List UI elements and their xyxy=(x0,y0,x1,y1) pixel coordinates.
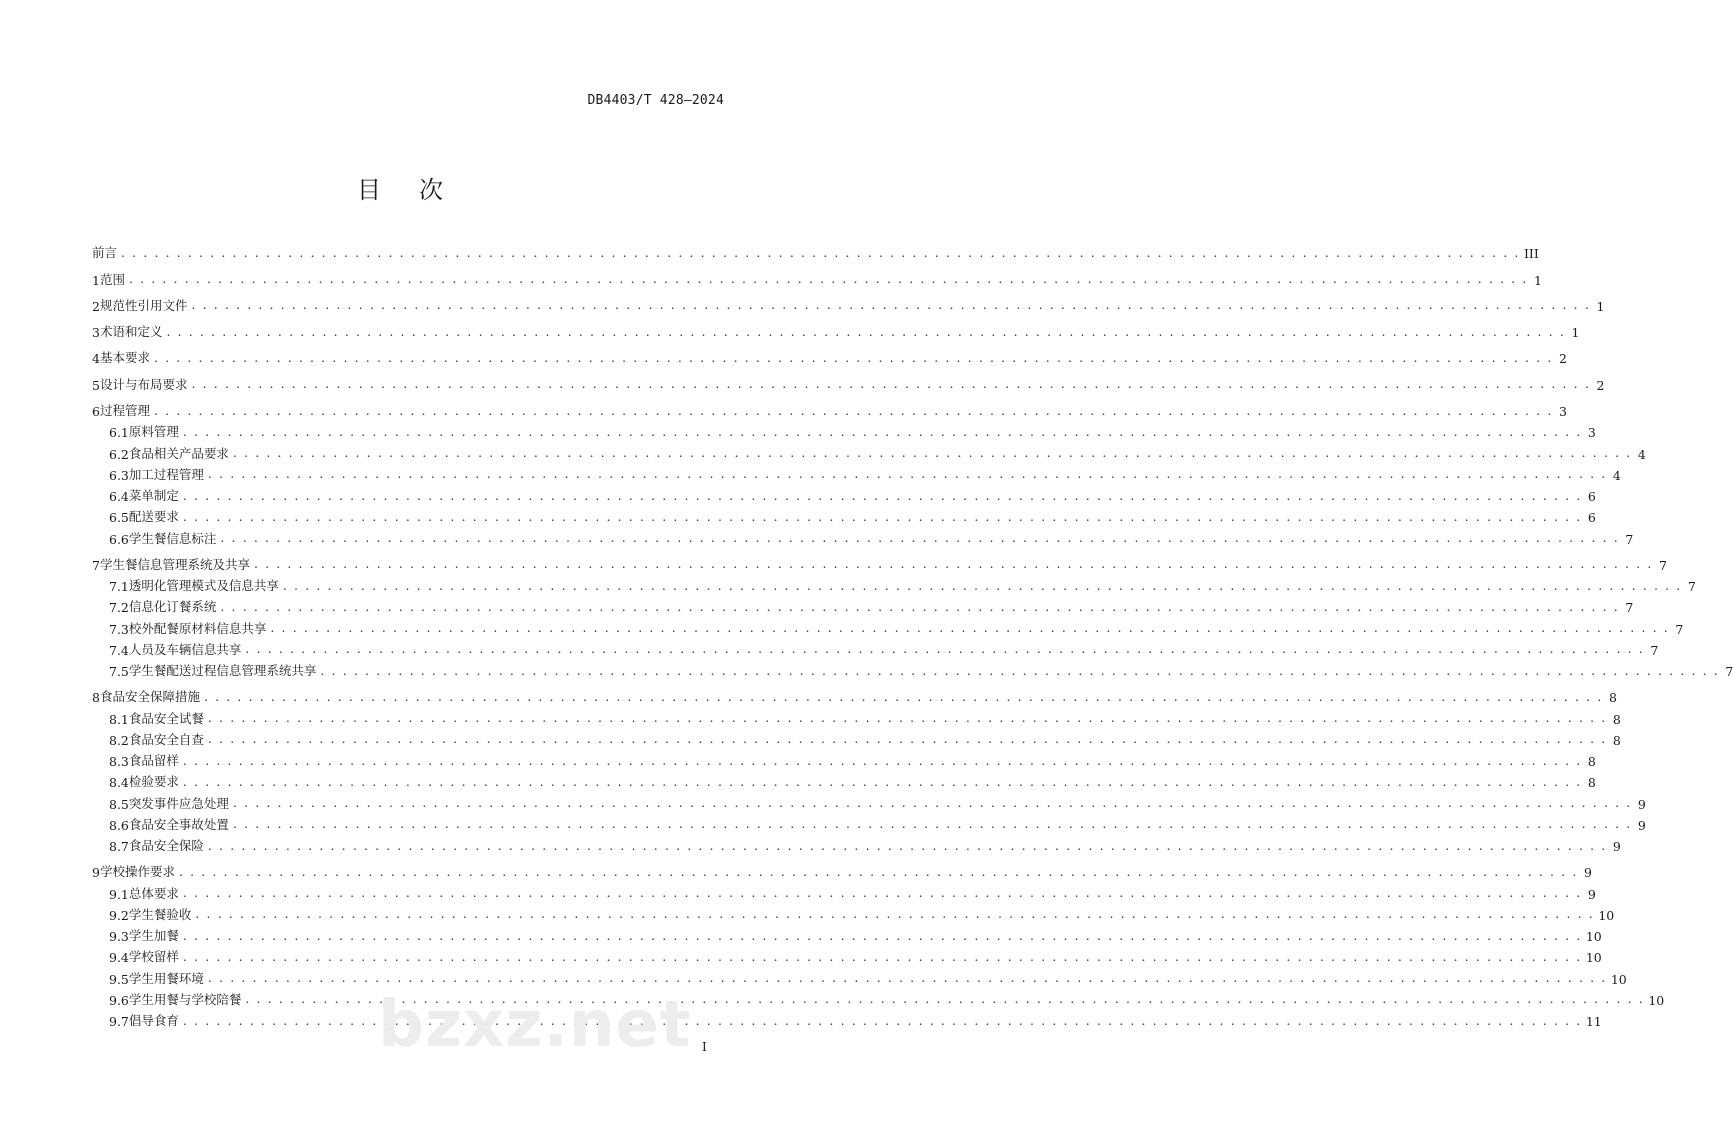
toc-entry-number: 7.3 xyxy=(109,621,129,637)
toc-entry-number: 8 xyxy=(92,690,100,706)
toc-leader-dots: . . . . . . . . . . . . . . . . . . . . . . . . . . . . . . . . . . . . . . . . . . . . . . . . . . . . . . . . . . . . . . . . . . . . . . . . . . . . . . . . . . . . . . . . . . . . . . . . . . . . . . . . . . . . . . . . . . . . . . . . . . . . . . xyxy=(207,837,1607,853)
toc-entry-page: 9 xyxy=(1637,796,1646,812)
toc-leader-dots: . . . . . . . . . . . . . . . . . . . . . . . . . . . . . . . . . . . . . . . . . . . . . . . . . . . . . . . . . . . . . . . . . . . . . . . . . . . . . . . . . . . . . . . . . . . . . . . . . . . . . . . . . . . . . . . . . . . . . . . . . . . . . . xyxy=(182,927,1582,943)
toc-entry-label: 突发事件应急处理 xyxy=(128,795,229,811)
toc-leader-dots: . . . . . . . . . . . . . . . . . . . . . . . . . . . . . . . . . . . . . . . . . . . . . . . . . . . . . . . . . . . . . . . . . . . . . . . . . . . . . . . . . . . . . . . . . . . . . . . . . . . . . . . . . . . . . . . . . . . . . . . . . . . . . . xyxy=(191,376,1591,392)
toc-leader-dots: . . . . . . . . . . . . . . . . . . . . . . . . . . . . . . . . . . . . . . . . . . . . . . . . . . . . . . . . . . . . . . . . . . . . . . . . . . . . . . . . . . . . . . . . . . . . . . . . . . . . . . . . . . . . . . . . . . . . . . . . . . . . . . xyxy=(182,1012,1582,1028)
toc-leader-dots: . . . . . . . . . . . . . . . . . . . . . . . . . . . . . . . . . . . . . . . . . . . . . . . . . . . . . . . . . . . . . . . . . . . . . . . . . . . . . . . . . . . . . . . . . . . . . . . . . . . . . . . . . . . . . . . . . . . . . . . . . . . . . . xyxy=(207,731,1607,747)
toc-entry-label: 总体要求 xyxy=(128,885,179,901)
toc-entry[interactable] xyxy=(92,594,1634,616)
toc-leader-dots: . . . . . . . . . . . . . . . . . . . . . . . . . . . . . . . . . . . . . . . . . . . . . . . . . . . . . . . . . . . . . . . . . . . . . . . . . . . . . . . . . . . . . . . . . . . . . . . . . . . . . . . . . . . . . . . . . . . . . . . . . . . . . . xyxy=(253,556,1653,572)
toc-entry[interactable] xyxy=(92,679,1617,706)
toc-entry-page: 8 xyxy=(1587,775,1596,791)
toc-entry-label: 学生用餐与学校陪餐 xyxy=(128,991,242,1007)
toc-leader-dots: . . . . . . . . . . . . . . . . . . . . . . . . . . . . . . . . . . . . . . . . . . . . . . . . . . . . . . . . . . . . . . . . . . . . . . . . . . . . . . . . . . . . . . . . . . . . . . . . . . . . . . . . . . . . . . . . . . . . . . . . . . . . . . xyxy=(220,598,1620,614)
toc-entry-page: 8 xyxy=(1608,690,1617,706)
toc-entry-number: 6.2 xyxy=(109,446,129,462)
toc-entry-label: 学生餐验收 xyxy=(128,906,192,922)
toc-entry-page: 6 xyxy=(1587,489,1596,505)
toc-leader-dots: . . . . . . . . . . . . . . . . . . . . . . . . . . . . . . . . . . . . . . . . . . . . . . . . . . . . . . . . . . . . . . . . . . . . . . . . . . . . . . . . . . . . . . . . . . . . . . . . . . . . . . . . . . . . . . . . . . . . . . . . . . . . . . xyxy=(232,816,1632,832)
toc-entry-number: 7 xyxy=(92,557,100,573)
toc-entry-number: 6.3 xyxy=(109,467,129,483)
toc-entry-page: 7 xyxy=(1650,642,1659,658)
toc-entry-label: 菜单制定 xyxy=(128,488,179,504)
toc-entry-number: 7.4 xyxy=(109,642,129,658)
toc-entry[interactable] xyxy=(92,504,1596,526)
toc-entry-page: 9 xyxy=(1612,839,1621,855)
toc-entry-label: 学生餐信息标注 xyxy=(128,530,217,546)
toc-entry[interactable] xyxy=(92,637,1659,658)
toc-entry-page: III xyxy=(1523,246,1539,262)
toc-entry[interactable] xyxy=(92,923,1602,945)
toc-entry-page: 4 xyxy=(1612,467,1621,483)
toc-leader-dots: . . . . . . . . . . . . . . . . . . . . . . . . . . . . . . . . . . . . . . . . . . . . . . . . . . . . . . . . . . . . . . . . . . . . . . . . . . . . . . . . . . . . . . . . . . . . . . . . . . . . . . . . . . . . . . . . . . . . . . . . . . . . . . xyxy=(182,508,1582,524)
toc-entry-label: 设计与布局要求 xyxy=(99,376,188,392)
toc-entry-number: 8.5 xyxy=(109,796,129,812)
toc-entry[interactable] xyxy=(92,547,1667,573)
toc-leader-dots: . . . . . . . . . . . . . . . . . . . . . . . . . . . . . . . . . . . . . . . . . . . . . . . . . . . . . . . . . . . . . . . . . . . . . . . . . . . . . . . . . . . . . . . . . . . . . . . . . . . . . . . . . . . . . . . . . . . . . . . . . . . . . . xyxy=(207,466,1607,482)
toc-entry[interactable] xyxy=(92,340,1567,367)
toc-leader-dots: . . . . . . . . . . . . . . . . . . . . . . . . . . . . . . . . . . . . . . . . . . . . . . . . . . . . . . . . . . . . . . . . . . . . . . . . . . . . . . . . . . . . . . . . . . . . . . . . . . . . . . . . . . . . . . . . . . . . . . . . . . . . . . xyxy=(182,773,1582,789)
toc-entry-number: 8.2 xyxy=(109,732,129,748)
toc-leader-dots: . . . . . . . . . . . . . . . . . . . . . . . . . . . . . . . . . . . . . . . . . . . . . . . . . . . . . . . . . . . . . . . . . . . . . . . . . . . . . . . . . . . . . . . . . . . . . . . . . . . . . . . . . . . . . . . . . . . . . . . . . . . . . . xyxy=(153,402,1553,418)
toc-leader-dots: . . . . . . . . . . . . . . . . . . . . . . . . . . . . . . . . . . . . . . . . . . . . . . . . . . . . . . . . . . . . . . . . . . . . . . . . . . . . . . . . . . . . . . . . . . . . . . . . . . . . . . . . . . . . . . . . . . . . . . . . . . . . . . xyxy=(166,323,1566,339)
toc-entry-page: 9 xyxy=(1637,817,1646,833)
toc-entry-number: 9.7 xyxy=(109,1014,129,1030)
toc-entry-label: 食品安全试餐 xyxy=(128,710,204,726)
toc-entry-number: 3 xyxy=(92,325,100,341)
toc-entry-label: 食品安全保障措施 xyxy=(99,689,200,705)
toc-leader-dots: . . . . . . . . . . . . . . . . . . . . . . . . . . . . . . . . . . . . . . . . . . . . . . . . . . . . . . . . . . . . . . . . . . . . . . . . . . . . . . . . . . . . . . . . . . . . . . . . . . . . . . . . . . . . . . . . . . . . . . . . . . . . . . xyxy=(232,445,1632,461)
toc-entry-page: 10 xyxy=(1648,992,1665,1008)
toc-entry-number: 9.2 xyxy=(109,907,129,923)
toc-entry-page: 3 xyxy=(1558,404,1567,420)
toc-entry-page: 4 xyxy=(1637,446,1646,462)
toc-entry[interactable] xyxy=(92,615,1684,637)
toc-entry-number: 9.4 xyxy=(109,950,129,966)
toc-entry-page: 7 xyxy=(1687,579,1696,595)
toc-entry-page: 2 xyxy=(1596,377,1605,393)
toc-entry-number: 6.6 xyxy=(109,531,129,547)
toc-leader-dots: . . . . . . . . . . . . . . . . . . . . . . . . . . . . . . . . . . . . . . . . . . . . . . . . . . . . . . . . . . . . . . . . . . . . . . . . . . . . . . . . . . . . . . . . . . . . . . . . . . . . . . . . . . . . . . . . . . . . . . . . . . . . . . xyxy=(191,297,1591,313)
toc-entry-page: 9 xyxy=(1587,886,1596,902)
toc-entry-number: 8.7 xyxy=(109,839,129,855)
toc-entry-label: 检验要求 xyxy=(128,774,179,790)
toc-entry-page: 8 xyxy=(1612,711,1621,727)
toc-entry-label: 学生餐信息管理系统及共享 xyxy=(99,556,250,572)
toc-entry[interactable] xyxy=(92,393,1567,420)
toc-entry-number: 4 xyxy=(92,351,100,367)
toc-leader-dots: . . . . . . . . . . . . . . . . . . . . . . . . . . . . . . . . . . . . . . . . . . . . . . . . . . . . . . . . . . . . . . . . . . . . . . . . . . . . . . . . . . . . . . . . . . . . . . . . . . . . . . . . . . . . . . . . . . . . . . . . . . . . . . xyxy=(128,271,1528,287)
toc-entry-page: 2 xyxy=(1558,351,1567,367)
toc-entry-label: 学生加餐 xyxy=(128,928,179,944)
toc-leader-dots: . . . . . . . . . . . . . . . . . . . . . . . . . . . . . . . . . . . . . . . . . . . . . . . . . . . . . . . . . . . . . . . . . . . . . . . . . . . . . . . . . . . . . . . . . . . . . . . . . . . . . . . . . . . . . . . . . . . . . . . . . . . . . . xyxy=(182,752,1582,768)
toc-entry-label: 原料管理 xyxy=(128,424,179,440)
toc-entry-page: 1 xyxy=(1533,272,1542,288)
toc-entry-number: 8.4 xyxy=(109,775,129,791)
toc-entry-number: 9.6 xyxy=(109,992,129,1008)
toc-entry-page: 8 xyxy=(1587,754,1596,770)
toc-entry-label: 食品安全事故处置 xyxy=(128,816,229,832)
toc-entry-number: 6 xyxy=(92,404,100,420)
toc-leader-dots: . . . . . . . . . . . . . . . . . . . . . . . . . . . . . . . . . . . . . . . . . . . . . . . . . . . . . . . . . . . . . . . . . . . . . . . . . . . . . . . . . . . . . . . . . . . . . . . . . . . . . . . . . . . . . . . . . . . . . . . . . . . . . . xyxy=(282,577,1682,593)
footer-page-number: I xyxy=(702,1040,707,1054)
watermark: bzxz.net xyxy=(378,988,692,1062)
toc-entry-label: 范围 xyxy=(99,271,125,287)
toc-entry-label: 食品相关产品要求 xyxy=(128,445,229,461)
toc-leader-dots: . . . . . . . . . . . . . . . . . . . . . . . . . . . . . . . . . . . . . . . . . . . . . . . . . . . . . . . . . . . . . . . . . . . . . . . . . . . . . . . . . . . . . . . . . . . . . . . . . . . . . . . . . . . . . . . . . . . . . . . . . . . . . . xyxy=(207,970,1607,986)
toc-entry[interactable] xyxy=(92,483,1596,505)
toc-entry-label: 人员及车辆信息共享 xyxy=(128,641,242,657)
toc-entry[interactable] xyxy=(92,880,1596,902)
toc-entry-page: 10 xyxy=(1598,907,1615,923)
toc-entry-label: 术语和定义 xyxy=(99,324,163,340)
toc-entry-label: 透明化管理模式及信息共享 xyxy=(128,578,279,594)
toc-leader-dots: . . . . . . . . . . . . . . . . . . . . . . . . . . . . . . . . . . . . . . . . . . . . . . . . . . . . . . . . . . . . . . . . . . . . . . . . . . . . . . . . . . . . . . . . . . . . . . . . . . . . . . . . . . . . . . . . . . . . . . . . . . . . . . xyxy=(178,863,1578,879)
toc-entry-page: 7 xyxy=(1658,557,1667,573)
toc-entry-label: 食品留样 xyxy=(128,753,179,769)
toc-entry[interactable] xyxy=(92,573,1696,595)
toc-entry-label: 学生餐配送过程信息管理系统共享 xyxy=(128,663,317,679)
toc-leader-dots: . . . . . . . . . . . . . . . . . . . . . . . . . . . . . . . . . . . . . . . . . . . . . . . . . . . . . . . . . . . . . . . . . . . . . . . . . . . . . . . . . . . . . . . . . . . . . . . . . . . . . . . . . . . . . . . . . . . . . . . . . . . . . . xyxy=(270,620,1670,636)
toc-entry-number: 6.5 xyxy=(109,510,129,526)
toc-entry-label: 过程管理 xyxy=(99,403,150,419)
toc-entry[interactable] xyxy=(92,902,1615,923)
toc-entry-label: 学校操作要求 xyxy=(99,864,175,880)
toc-entry-page: 1 xyxy=(1596,298,1605,314)
toc-entry-page: 11 xyxy=(1585,1014,1602,1030)
document-code: DB4403/T 428—2024 xyxy=(587,93,724,108)
toc-entry-number: 7.1 xyxy=(109,579,129,595)
toc-entry[interactable] xyxy=(92,748,1596,770)
toc-leader-dots: . . . . . . . . . . . . . . . . . . . . . . . . . . . . . . . . . . . . . . . . . . . . . . . . . . . . . . . . . . . . . . . . . . . . . . . . . . . . . . . . . . . . . . . . . . . . . . . . . . . . . . . . . . . . . . . . . . . . . . . . . . . . . . xyxy=(245,991,1645,1007)
toc-entry-label: 校外配餐原材料信息共享 xyxy=(128,620,267,636)
table-of-contents xyxy=(92,235,1733,1030)
toc-leader-dots: . . . . . . . . . . . . . . . . . . . . . . . . . . . . . . . . . . . . . . . . . . . . . . . . . . . . . . . . . . . . . . . . . . . . . . . . . . . . . . . . . . . . . . . . . . . . . . . . . . . . . . . . . . . . . . . . . . . . . . . . . . . . . . xyxy=(182,423,1582,439)
toc-leader-dots: . . . . . . . . . . . . . . . . . . . . . . . . . . . . . . . . . . . . . . . . . . . . . . . . . . . . . . . . . . . . . . . . . . . . . . . . . . . . . . . . . . . . . . . . . . . . . . . . . . . . . . . . . . . . . . . . . . . . . . . . . . . . . . xyxy=(232,795,1632,811)
toc-entry-number: 1 xyxy=(92,272,100,288)
toc-entry-page: 3 xyxy=(1587,425,1596,441)
toc-entry[interactable] xyxy=(92,440,1646,462)
toc-entry-number: 9.1 xyxy=(109,886,129,902)
toc-leader-dots: . . . . . . . . . . . . . . . . . . . . . . . . . . . . . . . . . . . . . . . . . . . . . . . . . . . . . . . . . . . . . . . . . . . . . . . . . . . . . . . . . . . . . . . . . . . . . . . . . . . . . . . . . . . . . . . . . . . . . . . . . . . . . . xyxy=(182,948,1582,964)
toc-entry[interactable] xyxy=(92,705,1621,727)
toc-entry-number: 7.2 xyxy=(109,600,129,616)
toc-entry-number: 5 xyxy=(92,377,100,393)
toc-entry[interactable] xyxy=(92,944,1602,966)
toc-entry-label: 前言 xyxy=(92,245,118,261)
toc-entry[interactable] xyxy=(92,658,1733,680)
toc-leader-dots: . . . . . . . . . . . . . . . . . . . . . . . . . . . . . . . . . . . . . . . . . . . . . . . . . . . . . . . . . . . . . . . . . . . . . . . . . . . . . . . . . . . . . . . . . . . . . . . . . . . . . . . . . . . . . . . . . . . . . . . . . . . . . . xyxy=(153,349,1553,365)
toc-entry-page: 7 xyxy=(1625,531,1634,547)
toc-entry-label: 学生用餐环境 xyxy=(128,970,204,986)
toc-entry[interactable] xyxy=(92,288,1605,314)
toc-entry-label: 加工过程管理 xyxy=(128,466,204,482)
toc-entry-page: 7 xyxy=(1675,621,1684,637)
toc-entry-number: 7.5 xyxy=(109,664,129,680)
toc-entry-page: 10 xyxy=(1610,971,1627,987)
toc-entry[interactable] xyxy=(92,314,1580,341)
toc-entry-number: 9.5 xyxy=(109,971,129,987)
toc-entry-label: 食品安全自查 xyxy=(128,731,204,747)
toc-entry-number: 8.3 xyxy=(109,754,129,770)
toc-leader-dots: . . . . . . . . . . . . . . . . . . . . . . . . . . . . . . . . . . . . . . . . . . . . . . . . . . . . . . . . . . . . . . . . . . . . . . . . . . . . . . . . . . . . . . . . . . . . . . . . . . . . . . . . . . . . . . . . . . . . . . . . . . . . . . xyxy=(195,906,1595,922)
toc-entry-number: 9.3 xyxy=(109,929,129,945)
toc-entry-number: 8.6 xyxy=(109,817,129,833)
page-title: 目次 xyxy=(357,176,481,204)
toc-entry-page: 7 xyxy=(1625,600,1634,616)
toc-entry[interactable] xyxy=(92,833,1621,855)
toc-entry[interactable] xyxy=(92,366,1605,393)
toc-entry-page: 8 xyxy=(1612,732,1621,748)
toc-entry-number: 2 xyxy=(92,298,100,314)
toc-entry[interactable] xyxy=(92,965,1627,987)
toc-entry-page: 7 xyxy=(1725,664,1733,680)
toc-entry[interactable] xyxy=(92,261,1542,288)
toc-entry-number: 8.1 xyxy=(109,711,129,727)
toc-entry-page: 10 xyxy=(1585,929,1602,945)
toc-entry-label: 基本要求 xyxy=(99,350,150,366)
toc-entry-label: 信息化订餐系统 xyxy=(128,599,217,615)
toc-entry[interactable] xyxy=(92,419,1596,441)
toc-entry[interactable] xyxy=(92,727,1621,748)
toc-entry-number: 6.1 xyxy=(109,425,129,441)
toc-entry[interactable] xyxy=(92,462,1621,483)
toc-leader-dots: . . . . . . . . . . . . . . . . . . . . . . . . . . . . . . . . . . . . . . . . . . . . . . . . . . . . . . . . . . . . . . . . . . . . . . . . . . . . . . . . . . . . . . . . . . . . . . . . . . . . . . . . . . . . . . . . . . . . . . . . . . . . . . xyxy=(121,244,1520,260)
toc-leader-dots: . . . . . . . . . . . . . . . . . . . . . . . . . . . . . . . . . . . . . . . . . . . . . . . . . . . . . . . . . . . . . . . . . . . . . . . . . . . . . . . . . . . . . . . . . . . . . . . . . . . . . . . . . . . . . . . . . . . . . . . . . . . . . . xyxy=(207,710,1607,726)
toc-entry[interactable] xyxy=(92,769,1596,791)
toc-entry-label: 食品安全保险 xyxy=(128,838,204,854)
toc-entry[interactable] xyxy=(92,790,1646,812)
toc-leader-dots: . . . . . . . . . . . . . . . . . . . . . . . . . . . . . . . . . . . . . . . . . . . . . . . . . . . . . . . . . . . . . . . . . . . . . . . . . . . . . . . . . . . . . . . . . . . . . . . . . . . . . . . . . . . . . . . . . . . . . . . . . . . . . . xyxy=(320,662,1720,678)
toc-leader-dots: . . . . . . . . . . . . . . . . . . . . . . . . . . . . . . . . . . . . . . . . . . . . . . . . . . . . . . . . . . . . . . . . . . . . . . . . . . . . . . . . . . . . . . . . . . . . . . . . . . . . . . . . . . . . . . . . . . . . . . . . . . . . . . xyxy=(245,641,1645,657)
toc-leader-dots: . . . . . . . . . . . . . . . . . . . . . . . . . . . . . . . . . . . . . . . . . . . . . . . . . . . . . . . . . . . . . . . . . . . . . . . . . . . . . . . . . . . . . . . . . . . . . . . . . . . . . . . . . . . . . . . . . . . . . . . . . . . . . . xyxy=(182,487,1582,503)
toc-entry-page: 9 xyxy=(1583,865,1592,881)
toc-entry-page: 10 xyxy=(1585,950,1602,966)
toc-entry-label: 学校留样 xyxy=(128,949,179,965)
toc-entry-page: 1 xyxy=(1571,325,1580,341)
toc-entry[interactable] xyxy=(92,235,1539,262)
toc-entry-number: 9 xyxy=(92,865,100,881)
toc-entry-page: 6 xyxy=(1587,510,1596,526)
toc-entry-label: 配送要求 xyxy=(128,509,179,525)
toc-entry-label: 规范性引用文件 xyxy=(99,297,188,313)
toc-entry[interactable] xyxy=(92,525,1634,547)
toc-leader-dots: . . . . . . . . . . . . . . . . . . . . . . . . . . . . . . . . . . . . . . . . . . . . . . . . . . . . . . . . . . . . . . . . . . . . . . . . . . . . . . . . . . . . . . . . . . . . . . . . . . . . . . . . . . . . . . . . . . . . . . . . . . . . . . xyxy=(182,885,1582,901)
toc-leader-dots: . . . . . . . . . . . . . . . . . . . . . . . . . . . . . . . . . . . . . . . . . . . . . . . . . . . . . . . . . . . . . . . . . . . . . . . . . . . . . . . . . . . . . . . . . . . . . . . . . . . . . . . . . . . . . . . . . . . . . . . . . . . . . . xyxy=(220,530,1620,546)
toc-entry[interactable] xyxy=(92,812,1646,833)
toc-entry-label: 倡导食育 xyxy=(128,1013,179,1029)
toc-entry[interactable] xyxy=(92,854,1592,881)
toc-entry-number: 6.4 xyxy=(109,489,129,505)
toc-leader-dots: . . . . . . . . . . . . . . . . . . . . . . . . . . . . . . . . . . . . . . . . . . . . . . . . . . . . . . . . . . . . . . . . . . . . . . . . . . . . . . . . . . . . . . . . . . . . . . . . . . . . . . . . . . . . . . . . . . . . . . . . . . . . . . xyxy=(203,688,1603,704)
